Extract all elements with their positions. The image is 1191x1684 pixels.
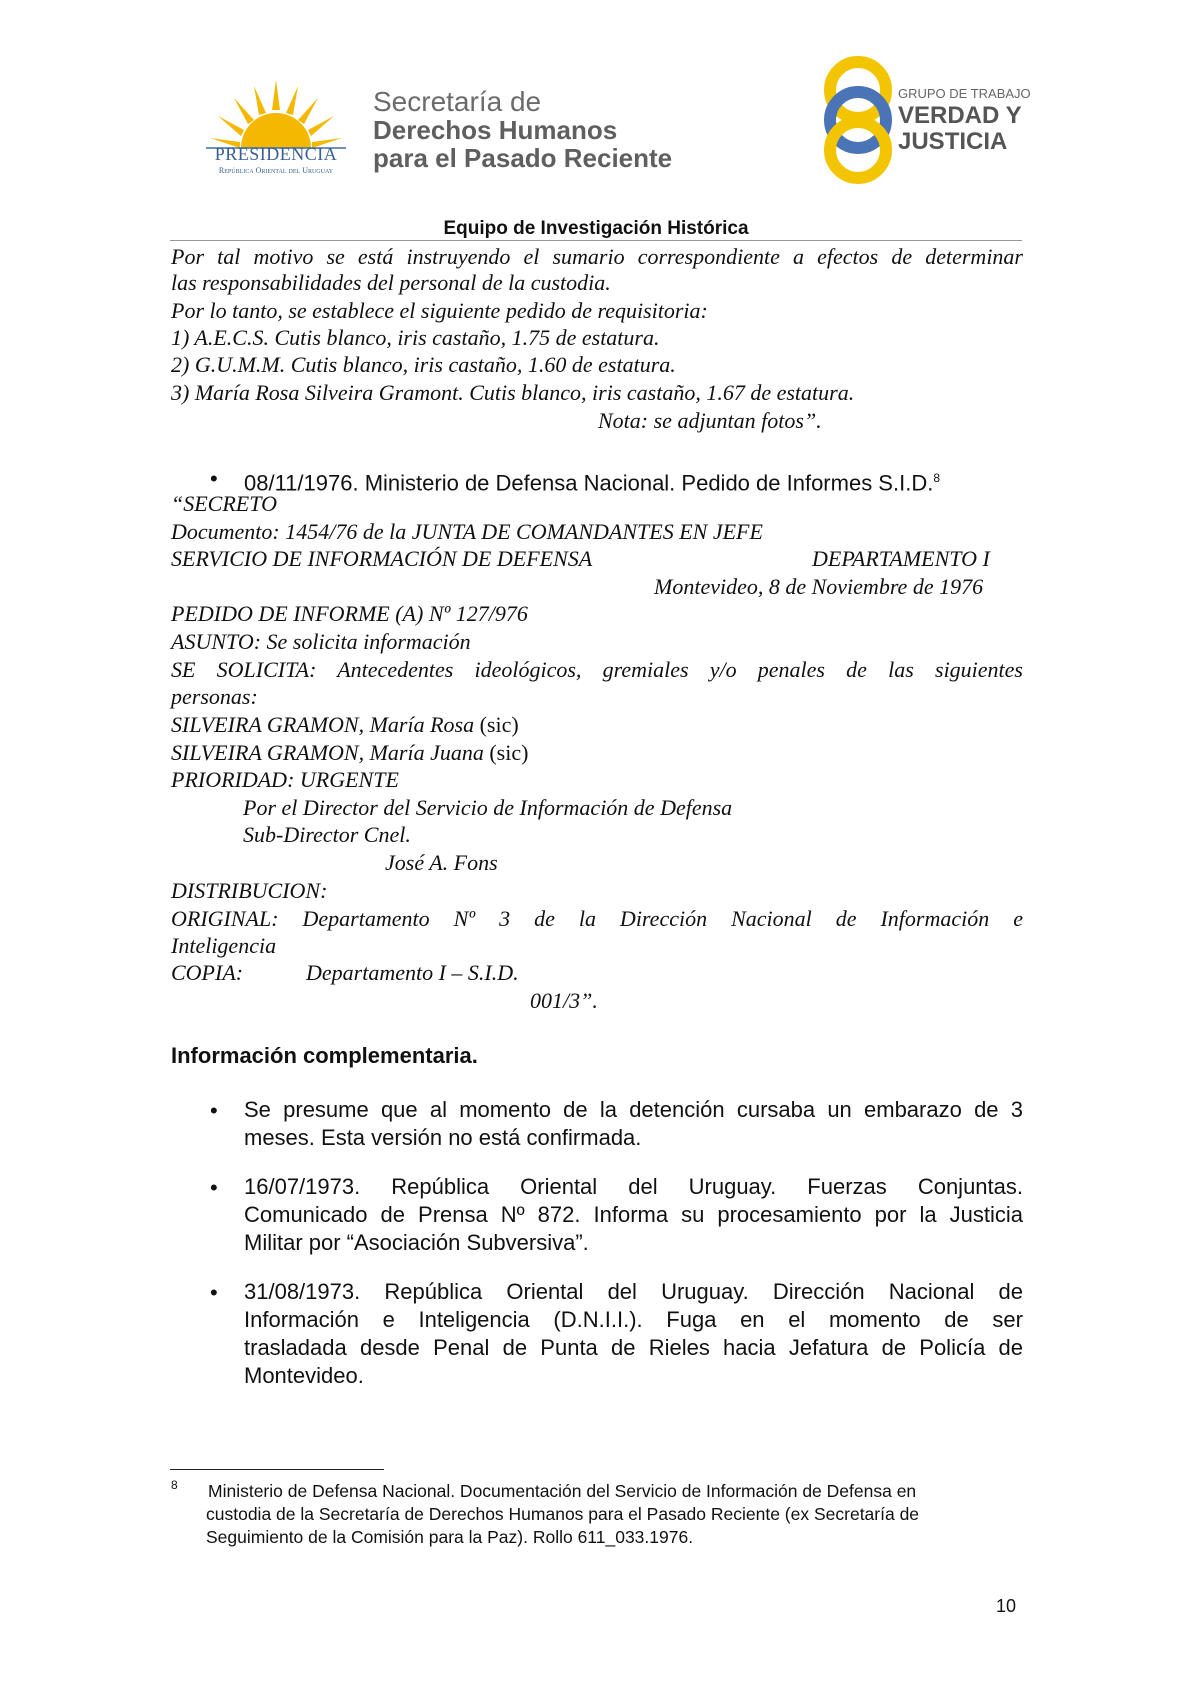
bullet-icon: • xyxy=(210,1098,218,1123)
bullet3-line1: 31/08/1973. República Oriental del Uruguay. Dirección Nacional de xyxy=(244,1279,1023,1304)
codigo-line: 001/3”. xyxy=(530,988,598,1013)
header-divider xyxy=(170,240,1022,241)
firma-line2: Sub-Director Cnel. xyxy=(243,822,411,847)
original-line1: ORIGINAL: Departamento Nº 3 de la Dirección Nacional de Información e xyxy=(171,906,1023,931)
copia-label: COPIA: xyxy=(171,960,244,985)
bullet2-line3: Militar por “Asociación Subversiva”. xyxy=(244,1230,589,1255)
bullet-icon: • xyxy=(210,466,218,491)
secretaria-line3: para el Pasado Reciente xyxy=(373,143,673,173)
vyj-line1: GRUPO DE TRABAJO xyxy=(898,86,1031,101)
servicio-line: SERVICIO DE INFORMACIÓN DE DEFENSA xyxy=(171,546,593,571)
asunto-line: ASUNTO: Se solicita información xyxy=(171,629,471,654)
bullet2-line1: 16/07/1973. República Oriental del Uruguay. Fuerzas Conjuntas. xyxy=(244,1174,1023,1199)
footnote-number: 8 xyxy=(171,1478,178,1492)
original-line2: Inteligencia xyxy=(171,933,277,958)
bullet-icon: • xyxy=(210,1175,218,1200)
bullet1-line1: Se presume que al momento de la detención cursaba un embarazo de 3 xyxy=(244,1097,1023,1122)
page-number: 10 xyxy=(996,1596,1017,1616)
solicita-line2: personas: xyxy=(171,684,258,709)
bullet1-line2: meses. Esta versión no está confirmada. xyxy=(244,1125,642,1150)
solicita-line1: SE SOLICITA: Antecedentes ideológicos, gremiales y/o penales de las siguientes xyxy=(171,657,1023,682)
firma-line3: José A. Fons xyxy=(385,850,498,875)
persona1-line xyxy=(171,712,519,738)
footnote-line3: Seguimiento de la Comisión para la Paz). Rollo 611_033.1976. xyxy=(206,1527,694,1547)
footnote-line1: Ministerio de Defensa Nacional. Documentación del Servicio de Información de Defensa en xyxy=(208,1481,917,1501)
entry-text xyxy=(244,464,940,497)
bullet2-line2: Comunicado de Prensa Nº 872. Informa su procesamiento por la Justicia xyxy=(244,1202,1023,1227)
footnote-line2: custodia de la Secretaría de Derechos Humanos para el Pasado Reciente (ex Secretaría de xyxy=(206,1504,920,1524)
entry-label: 08/11/1976. Ministerio de Defensa Nacional. Pedido de Informes S.I.D. xyxy=(244,470,934,496)
presidencia-subtitle: República Oriental del Uruguay xyxy=(218,166,334,175)
documento-line: Documento: 1454/76 de la JUNTA DE COMANDANTES EN JEFE xyxy=(171,519,763,544)
departamento-line: DEPARTAMENTO I xyxy=(812,546,990,571)
rings-icon xyxy=(818,54,898,184)
quote1-line3: Por lo tanto, se establece el siguiente pedido de requisitoria: xyxy=(171,298,708,323)
quote1-line2: las responsabilidades del personal de la custodia. xyxy=(171,270,611,295)
bullet3-line2: Información e Inteligencia (D.N.I.I.). Fuga en el momento de ser xyxy=(244,1307,1023,1332)
prioridad-line: PRIORIDAD: URGENTE xyxy=(171,767,399,792)
fecha-line: Montevideo, 8 de Noviembre de 1976 xyxy=(654,574,984,599)
quote1-line4: 1) A.E.C.S. Cutis blanco, iris castaño, 1.75 de estatura. xyxy=(171,325,660,350)
firma-line1: Por el Director del Servicio de Información de Defensa xyxy=(243,795,733,820)
secretaria-logo-text xyxy=(373,88,672,172)
pedido-line: PEDIDO DE INFORME (A) Nº 127/976 xyxy=(171,601,528,626)
distribucion-line: DISTRIBUCION: xyxy=(171,878,328,903)
sun-icon xyxy=(196,80,356,180)
footnote-ref[interactable]: 8 xyxy=(933,471,941,485)
persona2-name: SILVEIRA GRAMON, María Juana xyxy=(171,740,484,765)
quote1-line5: 2) G.U.M.M. Cutis blanco, iris castaño, 1.60 de estatura. xyxy=(171,352,676,377)
vyj-line2: VERDAD Y xyxy=(898,102,1022,129)
footnote-divider xyxy=(170,1469,384,1470)
presidencia-title: PRESIDENCIA xyxy=(214,144,338,164)
copia-value: Departamento I – S.I.D. xyxy=(306,960,519,985)
bullet-icon: • xyxy=(210,1280,218,1305)
persona2-sic: (sic) xyxy=(489,740,529,765)
persona1-name: SILVEIRA GRAMON, María Rosa xyxy=(171,712,475,737)
quote1-note: Nota: se adjuntan fotos”. xyxy=(598,408,822,433)
persona1-sic: (sic) xyxy=(479,712,519,737)
secreto-label: “SECRETO xyxy=(171,491,277,516)
persona2-line xyxy=(171,740,528,766)
bullet3-line3: trasladada desde Penal de Punta de Rieles hacia Jefatura de Policía de xyxy=(244,1335,1023,1360)
secretaria-line1: Secretaría de xyxy=(373,86,542,117)
quote1-line1: Por tal motivo se está instruyendo el sumario correspondiente a efectos de determinar xyxy=(171,244,1023,269)
presidencia-logo xyxy=(196,80,356,180)
verdad-justicia-logo xyxy=(818,54,1038,184)
header-title: Equipo de Investigación Histórica xyxy=(443,218,749,239)
section-heading: Información complementaria. xyxy=(171,1043,478,1068)
quote1-line6: 3) María Rosa Silveira Gramont. Cutis blanco, iris castaño, 1.67 de estatura. xyxy=(171,380,855,405)
vyj-line3: JUSTICIA xyxy=(898,128,1008,155)
bullet3-line4: Montevideo. xyxy=(244,1363,364,1388)
secretaria-line2: Derechos Humanos xyxy=(373,115,618,145)
